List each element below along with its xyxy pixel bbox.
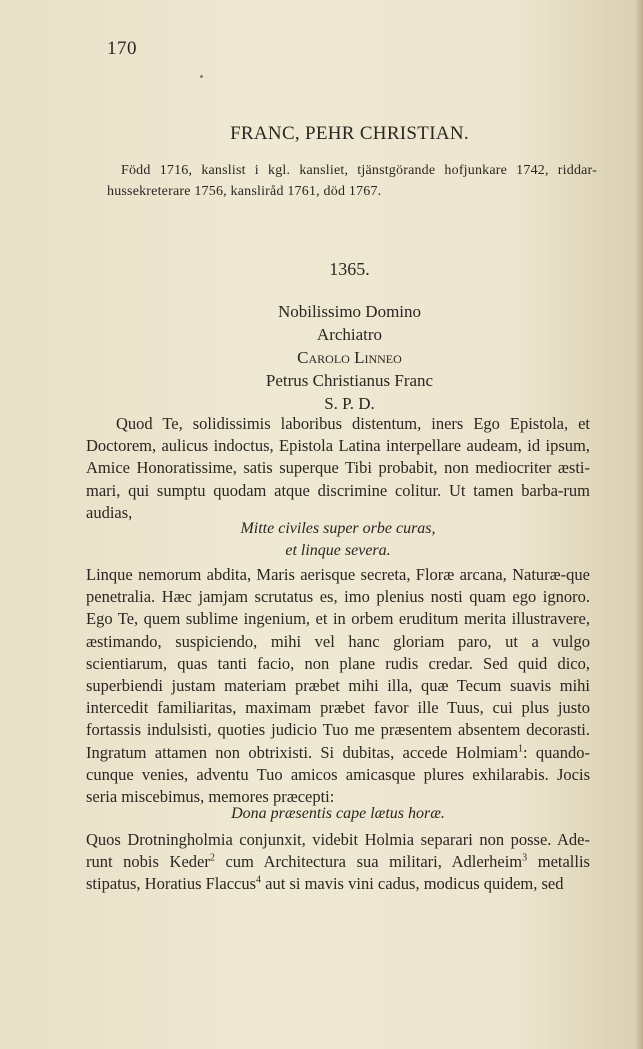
ink-speck (200, 75, 203, 78)
page-edge-shadow (635, 0, 643, 1049)
paragraph-1 (86, 413, 590, 524)
letter-number: 1365. (329, 259, 370, 279)
paragraph-3-part-1: Quos Drotningholmia conjunxit, videbit Holmia separari non posse. Ade-runt nobis Keder (86, 830, 590, 872)
section-title: FRANC, PEHR CHRISTIAN. (230, 123, 469, 144)
paragraph-2 (86, 564, 590, 808)
salutation-line-3: Carolo Linneo (297, 348, 402, 367)
paragraph-1-text: Quod Te, solidissimis laboribus distentum, iners Ego Epistola, et Doctorem, aulicus indoctus, Epistola Latina interpellare audeam, id ipsum, Amice Honoratissime, satis superque Tibi probabit, non mediocriter æsti-mari, qui sumptu quodam atque discrimine colitur. Ut tamen barba-rum audias, (86, 414, 590, 522)
quote-1-line-2: et linque severa. (285, 542, 391, 559)
paragraph-2-part-1: Linque nemorum abdita, Maris aerisque secreta, Floræ arcana, Naturæ-que penetralia. Hæc jamjam scrutatus es, imo plenius nosti quam ego ignoro. Ego Te, quem sublime ingenium, et in orbem eruditum merita illustravere, æstimando, suspiciendo, mihi vel hanc gloriam paro, ut a vulgo scientiarum, quas tanti facio, non plane rudis credar. Sed quid dico, superbiendi justam materiam præbet mihi illa, quæ Tecum suavis mihi intercedit familiaritas, maximam præbet favor ille Tuus, cui plus justo fortassis indulsisti, quoties judicio Tuo me præsentem absentem decorasti. Ingratum attamen non obtrixisti. Si dubitas, accede Holmiam (86, 565, 590, 762)
footnote-ref-1: 1 (518, 743, 524, 755)
paragraph-2-part-2: : quando-cunque venies, adventu Tuo amicos amicasque plures exhilarabis. Jocis seria miscebimus, memores præcepti: (86, 742, 590, 807)
salutation-line-2: Archiatro (316, 325, 383, 344)
salutation-block (107, 300, 592, 415)
paragraph-2-text (86, 564, 590, 808)
quote-1 (86, 518, 590, 562)
paragraph-3-part-3: metallis stipatus, Horatius Flaccus (86, 852, 590, 894)
page-number: 170 (107, 38, 137, 59)
paragraph-3-part-2: cum Architectura sua militari, Adlerheim (214, 852, 523, 872)
salutation-line-5: S. P. D. (324, 394, 375, 413)
paragraph-3-text (86, 829, 590, 896)
salutation-line-1: Nobilissimo Domino (277, 302, 422, 321)
footnote-ref-3: 3 (522, 852, 528, 864)
salutation-line-4: Petrus Christianus Franc (265, 371, 434, 390)
quote-2: Dona præsentis cape lætus horæ. (231, 805, 445, 822)
paragraph-3-part-4: aut si mavis vini cadus, modicus quidem, sed (261, 874, 564, 894)
footnote-ref-4: 4 (256, 874, 262, 886)
quote-1-line-1: Mitte civiles super orbe curas, (240, 520, 436, 537)
paragraph-3 (86, 829, 590, 896)
biographical-note: Född 1716, kanslist i kgl. kansliet, tjänstgörande hofjunkare 1742, riddar-hussekreterare 1756, kansliråd 1761, död 1767. (107, 163, 597, 199)
footnote-ref-2: 2 (209, 852, 215, 864)
